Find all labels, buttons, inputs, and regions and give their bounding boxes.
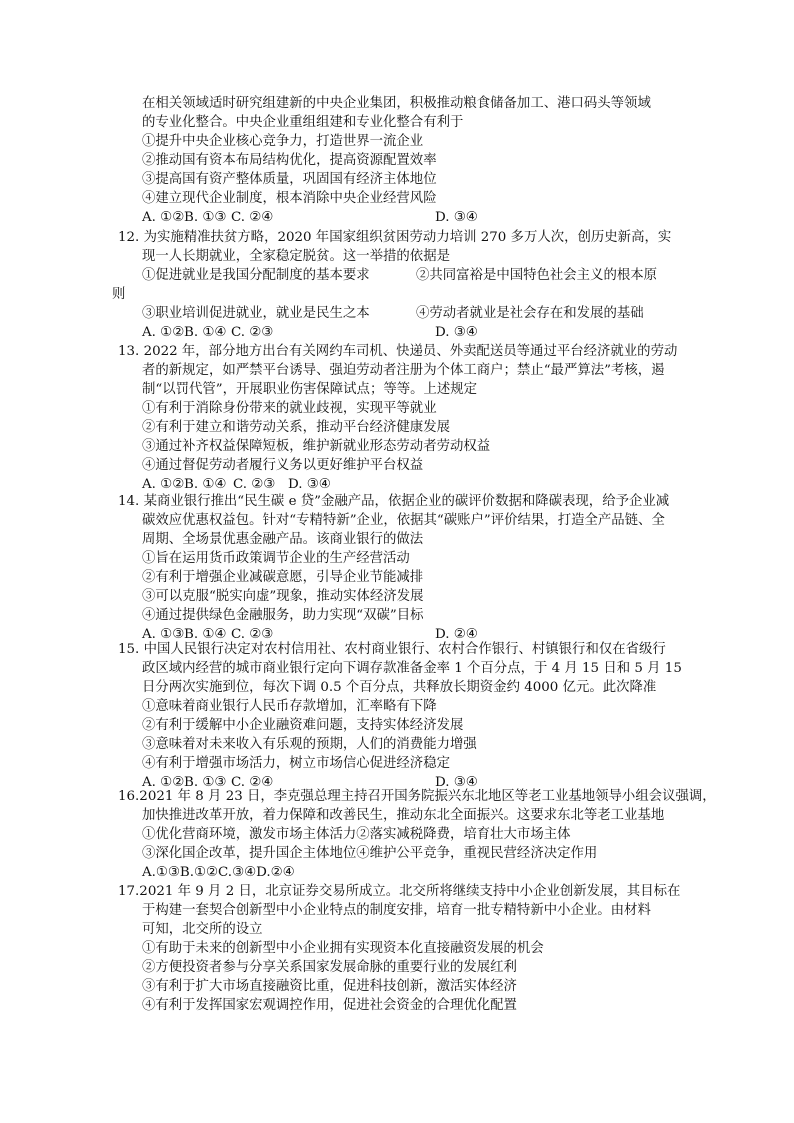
choice-a: A. ①② [142,477,185,492]
answer-choices [118,323,678,342]
option: ④有利于发挥国家宏观调控作用，促进社会资金的合理优化配置 [142,998,517,1013]
stem-line: 在相关领域适时研究组建新的中央企业集团，积极推动粮食储备加工、港口码头等领域 [142,96,651,111]
stem-text: 为实施精准扶贫方略，2020 年国家组织贫困劳动力培训 270 多万人次，创历史新高，实 [143,230,672,245]
answer-choices [118,208,678,227]
stem-line [118,787,716,806]
choice-b: B. ①④ [184,627,227,642]
stem-line: 的专业化整合。中央企业重组组建和专业化整合有利于 [142,115,464,130]
choice-a: A. ①② [142,210,185,225]
choice-d: D. ③④ [435,325,478,340]
option: ③职业培训促进就业，就业是民生之本 [142,306,370,321]
choice-b: B. ①③ [184,210,227,225]
choice-b: B. ①③ [184,775,227,790]
stem-line: 于构建一套契合创新型中小企业特点的制度安排，培育一批专精特新中小企业。由材料 [142,903,651,918]
question-number: 13. [118,344,140,359]
option: ②有利于增强企业减碳意愿，引导企业节能减排 [142,570,424,585]
question-number: 17. [118,884,140,899]
question-number: 15. [118,642,140,657]
option: ③有利于扩大市场直接融资比重，促进科技创新，激活实体经济 [142,979,517,994]
option: ③意味着对未来收入有乐观的预期，人们的消费能力增强 [142,737,477,752]
option: ①提升中央企业核心竞争力，打造世界一流企业 [142,134,424,149]
question-number: 14. [118,494,140,509]
choice-b: B. ①④ [184,325,227,340]
stem-text: 2021 年 9 月 2 日，北京证券交易所成立。北交所将继续支持中小企业创新发展，其目标在 [139,884,681,899]
question-17 [118,882,681,1015]
choice-c: C. ②④ [231,775,274,790]
option-wrap: 则 [112,287,126,302]
stem-line: 制“以罚代管”，开展职业伤害保障试点；等等。上述规定 [142,382,478,397]
option: ①旨在运用货币政策调节企业的生产经营活动 [142,551,410,566]
stem-line: 加快推进改革开放，着力保障和改善民生，推动东北全面振兴。这要求东北等老工业基地 [142,808,665,823]
option: ③深化国企改革，提升国企主体地位④维护公平竞争，重视民营经济决定作用 [142,846,598,861]
option: ④建立现代企业制度，根本消除中央企业经营风险 [142,191,437,206]
option: ③提高国有资产整体质量，巩固国有经济主体地位 [142,172,437,187]
option: ④劳动者就业是社会存在和发展的基础 [416,306,644,321]
option: ①有助于未来的创新型中小企业拥有实现资本化直接融资发展的机会 [142,941,544,956]
stem-line [118,640,678,659]
option: ②推动国有资本布局结构优化，提高资源配置效率 [142,153,437,168]
option: ④通过督促劳动者履行义务以更好维护平台权益 [142,458,424,473]
choice-c: C. ②③ [233,477,276,492]
option: ④有利于增强市场活力，树立市场信心促进经济稳定 [142,756,450,771]
option: ④通过提供绿色金融服务，助力实现“双碳”目标 [142,608,424,623]
question-16 [118,787,716,882]
option: ①促进就业是我国分配制度的基本要求 [142,268,370,283]
question-15 [118,640,682,792]
question-number: 12. [118,230,140,245]
stem-text: 中国人民银行决定对农村信用社、农村商业银行、农村合作银行、村镇银行和仅在省级行 [143,642,666,657]
choice-d: D. ②④ [435,627,478,642]
option-row [118,304,678,323]
stem-line: 现一人长期就业，全家稳定脱贫。这一举措的依据是 [142,249,450,264]
choice-d: D. ③④ [435,210,478,225]
question-11-continued [118,94,678,227]
choice-d: D. ③④ [435,775,478,790]
stem-text: 2022 年，部分地方出台有关网约车司机、快递员、外卖配送员等通过平台经济就业的劳动 [143,344,678,359]
question-12 [112,228,678,342]
stem-line: 周期、全场景优惠金融产品。该商业银行的做法 [142,532,424,547]
option: ②有利于建立和谐劳动关系，推动平台经济健康发展 [142,420,450,435]
stem-line: 者的新规定，如严禁平台诱导、强迫劳动者注册为个体工商户；禁止“最严算法”考核，遏 [142,363,665,378]
stem-line [118,228,678,247]
option: ①有利于消除身份带来的就业歧视，实现平等就业 [142,401,437,416]
option: ③可以克服“脱实向虚”现象，推动实体经济发展 [142,589,424,604]
option: ②方便投资者参与分享关系国家发展命脉的重要行业的发展红利 [142,960,517,975]
stem-line: 政区域内经营的城市商业银行定向下调存款准备金率 1 个百分点，于 4 月 15 日和 5 月 15 [142,661,682,676]
choice-c: C. ②③ [231,627,274,642]
choice-a: A. ①② [142,775,185,790]
stem-line [118,882,681,901]
stem-line: 可知，北交所的设立 [142,922,263,937]
question-13 [118,342,678,494]
option: ①优化营商环境，激发市场主体活力②落实减税降费，培育壮大市场主体 [142,827,571,842]
option: ②有利于缓解中小企业融资难问题，支持实体经济发展 [142,718,464,733]
stem-text: 某商业银行推出“民生碳 e 贷”金融产品，依据企业的碳评价数据和降碳表现，给予企业减 [143,494,670,509]
stem-line [118,492,678,511]
question-number: 16. [118,789,140,804]
choice-c: C. ②③ [231,325,274,340]
option: ③通过补齐权益保障短板，维护新就业形态劳动者劳动权益 [142,439,491,454]
option: ②共同富裕是中国特色社会主义的根本原 [416,268,658,283]
stem-line: 日分两次实施到位，每次下调 0.5 个百分点，共释放长期资金约 4000 亿元。此次降准 [142,680,657,695]
choice-a: A. ①② [142,325,185,340]
stem-text: 2021 年 8 月 23 日，李克强总理主持召开国务院振兴东北地区等老工业基地领导小组会议强调， [139,789,716,804]
option-row [118,266,678,285]
option: ①意味着商业银行人民币存款增加，汇率略有下降 [142,699,437,714]
choice-b: B. ①④ [184,477,227,492]
stem-line [118,342,678,361]
choice-c: C. ②④ [231,210,274,225]
choice-a: A. ①③ [142,627,185,642]
answer-choices: A.①③B.①②C.③④D.②④ [142,865,295,880]
choice-d: D. ③④ [288,477,331,492]
stem-line: 碳效应优惠权益包。针对“专精特新”企业，依据其“碳账户”评价结果，打造全产品链、全 [142,513,665,528]
question-14 [118,492,678,644]
